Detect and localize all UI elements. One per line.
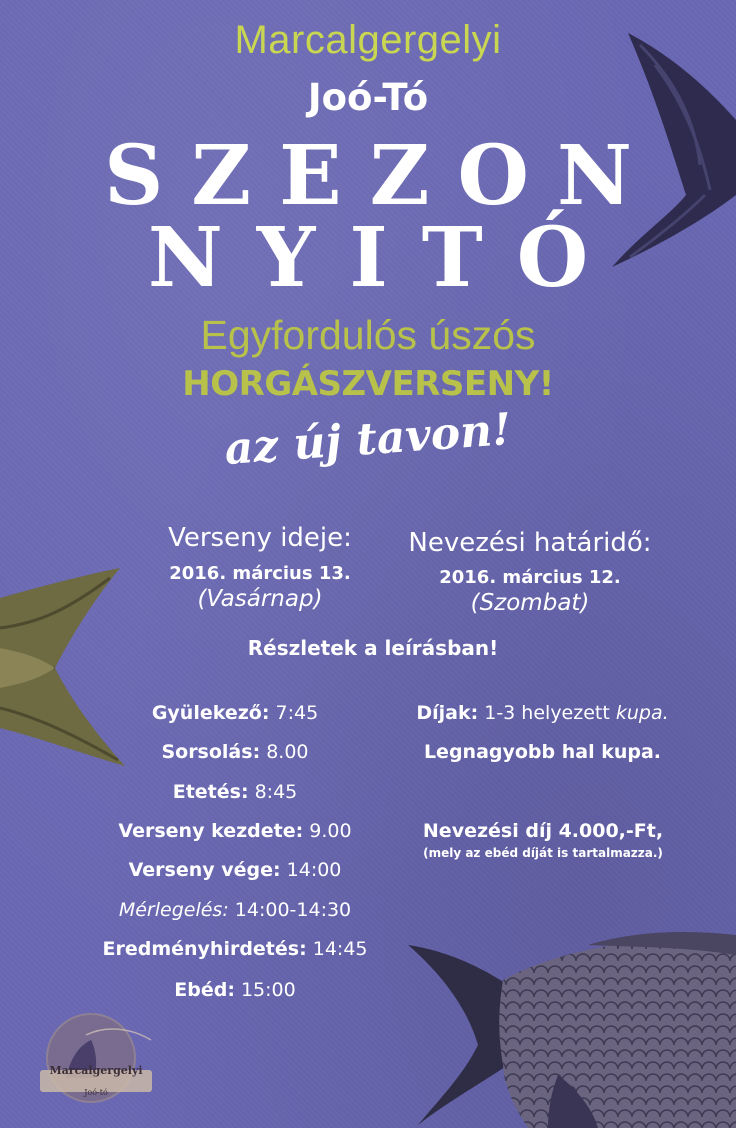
schedule-row: Mérlegelés: 14:00-14:30 — [118, 899, 352, 921]
schedule-row: Sorsolás: 8.00 — [161, 741, 309, 763]
prizes-line: Díjak: 1-3 helyezett kupa. — [416, 702, 669, 724]
competition-label: Verseny ideje: — [168, 523, 352, 553]
entry-fee: Nevezési díj 4.000,-Ft, — [422, 820, 664, 842]
location-title: Marcalgergelyi — [234, 18, 502, 62]
logo-badge-icon — [36, 1010, 156, 1116]
subtitle: Egyfordulós úszós — [200, 312, 536, 358]
event-name: HORGÁSZVERSENY! — [182, 364, 554, 404]
details-note: Részletek a leírásban! — [247, 636, 499, 660]
logo-name: Marcalgergelyi — [49, 1064, 143, 1077]
schedule-row: Verseny kezdete: 9.00 — [118, 820, 352, 842]
competition-day: (Vasárnap) — [197, 586, 323, 612]
title-line-2: NYITÓ — [147, 210, 623, 306]
deadline-label: Nevezési határidő: — [408, 528, 652, 558]
title-line-1: SZEZON — [104, 128, 660, 224]
schedule-row: Verseny vége: 14:00 — [128, 859, 342, 881]
schedule-row: Eredményhirdetés: 14:45 — [102, 938, 368, 960]
deadline-day: (Szombat) — [470, 590, 590, 616]
schedule-row: Ebéd: 15:00 — [174, 979, 296, 1001]
schedule-row: Etetés: 8:45 — [172, 781, 298, 803]
competition-date: 2016. március 13. — [169, 563, 351, 584]
schedule-row: Gyülekező: 7:45 — [151, 702, 319, 724]
tagline: az új tavon! — [223, 404, 513, 475]
fish-tail-left-icon — [0, 568, 125, 768]
entry-fee-note: (mely az ebéd díját is tartalmazza.) — [423, 846, 663, 860]
logo-sub: Joó-tó — [84, 1088, 108, 1097]
lake-name: Joó-Tó — [307, 76, 429, 119]
carp-fish-icon — [408, 925, 736, 1128]
deadline-date: 2016. március 12. — [439, 567, 621, 588]
biggest-fish-prize: Legnagyobb hal kupa. — [423, 741, 662, 763]
